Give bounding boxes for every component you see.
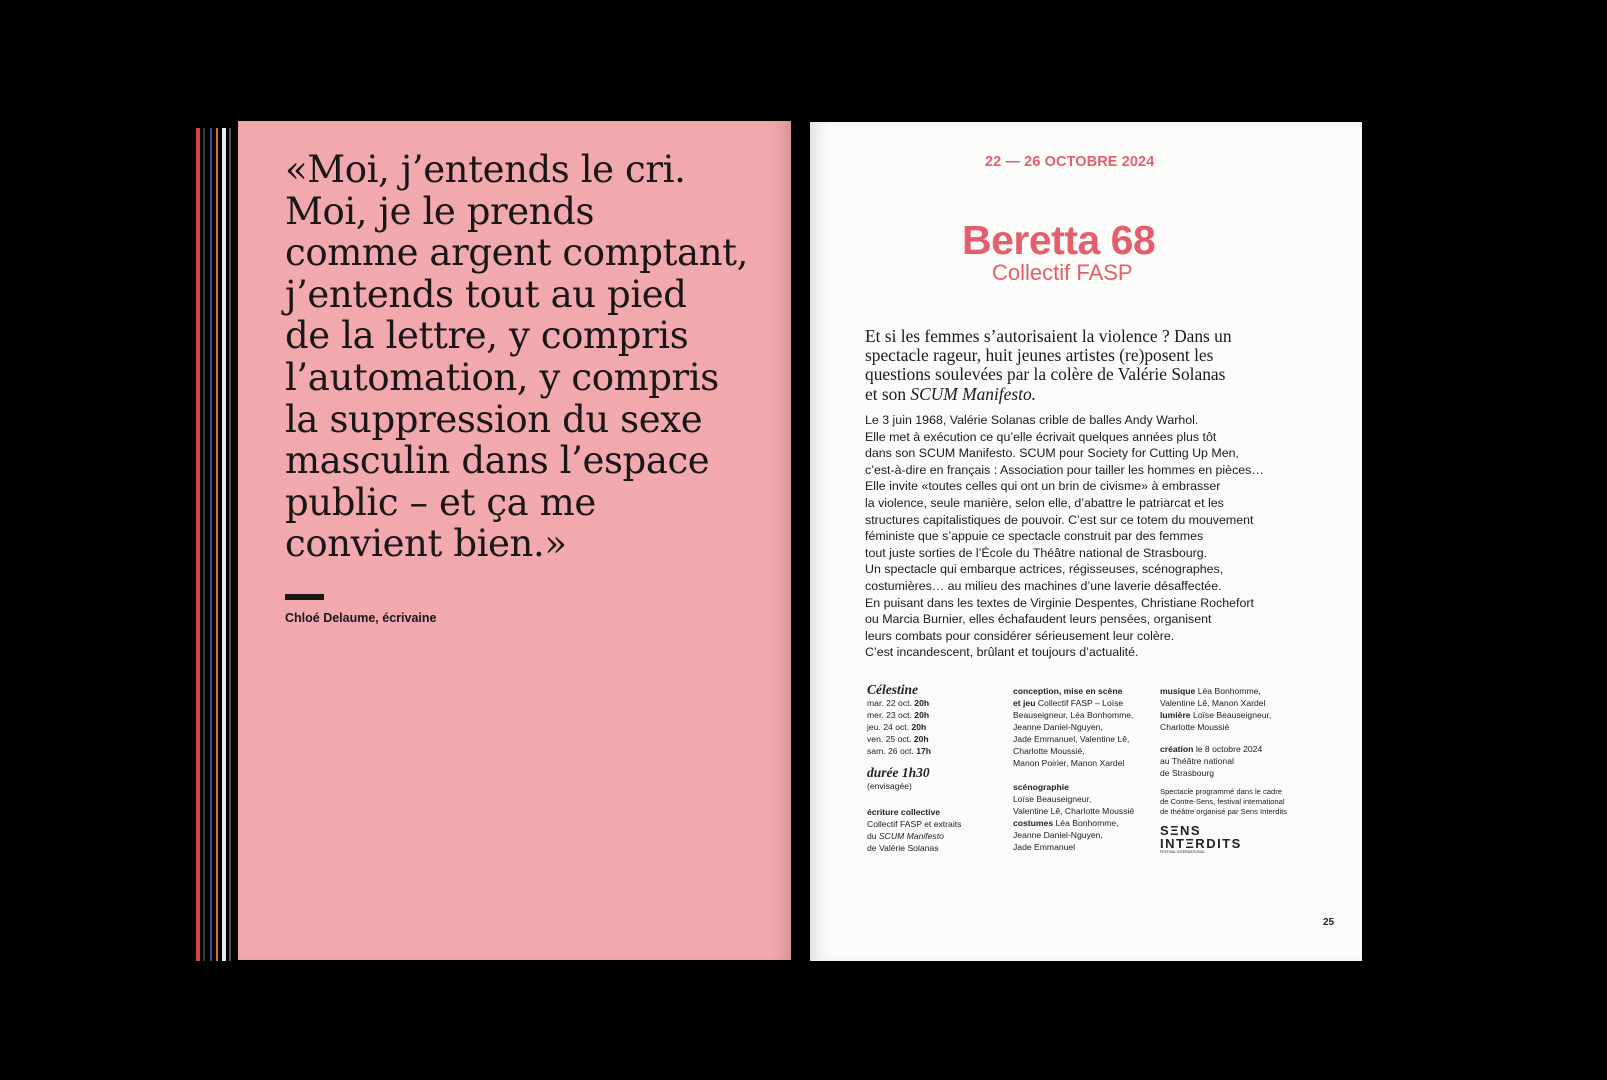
quote-line: public – et ça me	[285, 480, 596, 524]
body-line: En puisant dans les textes de Virginie Despentes, Christiane Rochefort	[865, 595, 1254, 610]
conception-label-2: et jeu	[1013, 698, 1036, 708]
conception-label	[1013, 685, 1153, 697]
body-line: la violence, seule manière, selon elle, d’abattre le patriarcat et les	[865, 495, 1224, 510]
lead-italic: SCUM Manifesto.	[910, 383, 1036, 404]
venue-name: Célestine	[867, 682, 918, 697]
page-number: 25	[1323, 917, 1335, 928]
body-line: Un spectacle qui embarque actrices, régisseuses, scénographes,	[865, 562, 1224, 577]
conception-line: Manon Poirier, Manon Xardel	[1013, 758, 1125, 768]
schedule-day: mer. 23 oct.	[867, 710, 912, 720]
body-line: C’est incandescent, brûlant et toujours d’actualité.	[865, 645, 1139, 660]
duration-note: (envisagée)	[867, 781, 912, 791]
schedule-column	[867, 682, 997, 854]
costumes-label: costumes	[1013, 818, 1054, 828]
creation-first: le 8 octobre 2024	[1193, 744, 1263, 754]
logo-bottom-text: INTΞRDITS	[1160, 836, 1242, 851]
programme-line: de théâtre organisé par Sens Interdits	[1160, 807, 1288, 816]
creation-line	[1160, 743, 1320, 755]
light-line: Charlotte Moussié	[1160, 722, 1230, 732]
page-edge-blue	[210, 128, 212, 961]
page-edge-red	[196, 128, 200, 961]
music-label: musique	[1160, 686, 1196, 696]
body-line: leurs combats pour considérer sérieusement leur colère.	[865, 628, 1175, 643]
body-line: dans son SCUM Manifesto. SCUM pour Society for Cutting Up Men,	[865, 446, 1239, 461]
light-first: Loïse Beauseigneur,	[1190, 710, 1272, 720]
schedule-day: jeu. 24 oct.	[867, 722, 910, 732]
lead-line: spectacle rageur, huit jeunes artistes (re)posent les	[865, 345, 1214, 366]
page-edge-gray	[229, 128, 231, 961]
conception-first: Collectif FASP – Loïse	[1035, 698, 1124, 708]
conception-line: Beauseigneur, Léa Bonhomme,	[1013, 710, 1134, 720]
logo-top-text: SΞNS	[1160, 823, 1202, 838]
music-line: Valentine Lê, Manon Xardel	[1160, 698, 1266, 708]
lead-text: et son	[865, 383, 911, 404]
conception-line: Jeanne Daniel-Nguyen,	[1013, 722, 1103, 732]
event-dates: 22 — 26 OCTOBRE 2024	[985, 154, 1155, 170]
scenography-label	[1013, 781, 1153, 793]
quote-line: «Moi, j’entends le cri.	[285, 148, 686, 191]
body-line: Le 3 juin 1968, Valérie Solanas crible de balles Andy Warhol.	[865, 413, 1199, 427]
schedule-day: sam. 26 oct.	[867, 746, 914, 756]
music-first: Léa Bonhomme,	[1195, 686, 1261, 696]
light-line	[1160, 709, 1320, 721]
body-line: tout juste sorties de l’École du Théâtre national de Strasbourg.	[865, 545, 1208, 560]
conception-line	[1013, 697, 1153, 709]
body-line: c’est-à-dire en français : Association pour tailler les hommes en pièces…	[865, 462, 1264, 477]
quote-divider	[285, 594, 324, 600]
programme-note	[1160, 787, 1320, 817]
writing-line: Collectif FASP et extraits	[867, 819, 962, 829]
body-line: Elle invite «toutes celles qui ont un brin de civisme» à embrasser	[865, 479, 1221, 494]
duration: durée 1h30	[867, 765, 930, 780]
creative-column	[1160, 685, 1320, 817]
page-edge-white	[222, 128, 226, 961]
lead-line: questions soulevées par la colère de Valérie Solanas	[865, 364, 1226, 385]
scenography-line: Valentine Lê, Charlotte Moussié	[1013, 806, 1135, 816]
quote-line: convient bien.»	[285, 522, 567, 566]
company-name: Collectif FASP	[992, 260, 1133, 285]
body-line: structures capitalistiques de pouvoir. C’est sur ce totem du mouvement	[865, 512, 1254, 527]
right-page	[810, 122, 1362, 961]
quote-author: Chloé Delaume, écrivaine	[285, 611, 437, 625]
schedule-row	[867, 721, 997, 733]
schedule-time: 17h	[916, 746, 932, 756]
quote-line: j’entends tout au pied	[285, 272, 687, 316]
lead-line	[865, 385, 1285, 404]
programme-line: Spectacle programmé dans le cadre	[1160, 787, 1282, 796]
body-text	[865, 412, 1325, 661]
writing-du: du	[867, 831, 879, 841]
costumes-first: Léa Bonhomme,	[1053, 818, 1119, 828]
conception-line: Charlotte Moussié,	[1013, 746, 1085, 756]
scenography-label-text: scénographie	[1013, 782, 1069, 792]
writing-line: de Valérie Solanas	[867, 843, 939, 853]
quote-line: comme argent comptant,	[285, 231, 748, 275]
schedule-time: 20h	[913, 734, 929, 744]
pull-quote	[285, 149, 785, 565]
conception-label-1: conception, mise en scène	[1013, 686, 1123, 696]
body-line: féministe que s’appuie ce spectacle construit par des femmes	[865, 529, 1204, 544]
quote-line: de la lettre, y compris	[285, 314, 689, 358]
lead-line: Et si les femmes s’autorisaient la violence ? Dans un	[865, 326, 1232, 346]
left-page	[238, 121, 791, 960]
costumes-line	[1013, 817, 1153, 829]
schedule-row	[867, 733, 997, 745]
writing-label: écriture collective	[867, 807, 941, 817]
scenography-line: Loïse Beauseigneur,	[1013, 794, 1092, 804]
creation-line: de Strasbourg	[1160, 768, 1214, 778]
creation-label: création	[1160, 744, 1194, 754]
schedule-day: mar. 22 oct.	[867, 698, 912, 708]
schedule-time: 20h	[911, 722, 927, 732]
schedule-row	[867, 745, 997, 757]
quote-line: la suppression du sexe	[285, 397, 703, 441]
schedule-time: 20h	[914, 710, 930, 720]
lead-paragraph	[865, 327, 1285, 404]
schedule-row	[867, 709, 997, 721]
writing-italic: SCUM Manifesto	[878, 831, 944, 841]
quote-line: Moi, je le prends	[285, 189, 595, 233]
costumes-line: Jeanne Daniel-Nguyen,	[1013, 830, 1103, 840]
page-edge-dark	[203, 128, 205, 961]
body-line: costumières… au milieu des machines d’une laverie désaffectée.	[865, 578, 1222, 593]
body-line: Elle met à exécution ce qu’elle écrivait quelques années plus tôt	[865, 429, 1217, 444]
quote-line: masculin dans l’espace	[285, 439, 710, 483]
programme-line: de Contre-Sens, festival international	[1160, 797, 1285, 806]
conception-line: Jade Emmanuel, Valentine Lê,	[1013, 734, 1130, 744]
page-edge-orange	[216, 128, 218, 961]
cast-column	[1013, 685, 1153, 853]
quote-line: l’automation, y compris	[285, 355, 719, 399]
body-line: ou Marcia Burnier, elles échafaudent leurs pensées, organisent	[865, 612, 1212, 627]
schedule-day: ven. 25 oct.	[867, 734, 912, 744]
schedule-time: 20h	[914, 698, 930, 708]
music-line	[1160, 685, 1320, 697]
schedule-row	[867, 697, 997, 709]
sens-interdits-logo	[1160, 824, 1240, 854]
logo-tagline: FESTIVAL INTERNATIONAL	[1160, 850, 1205, 854]
costumes-line: Jade Emmanuel	[1013, 842, 1076, 852]
writing-credit	[867, 806, 997, 854]
creation-line: au Théâtre national	[1160, 756, 1234, 766]
light-label: lumière	[1160, 710, 1191, 720]
writing-line	[867, 830, 997, 842]
show-title: Beretta 68	[962, 217, 1156, 263]
